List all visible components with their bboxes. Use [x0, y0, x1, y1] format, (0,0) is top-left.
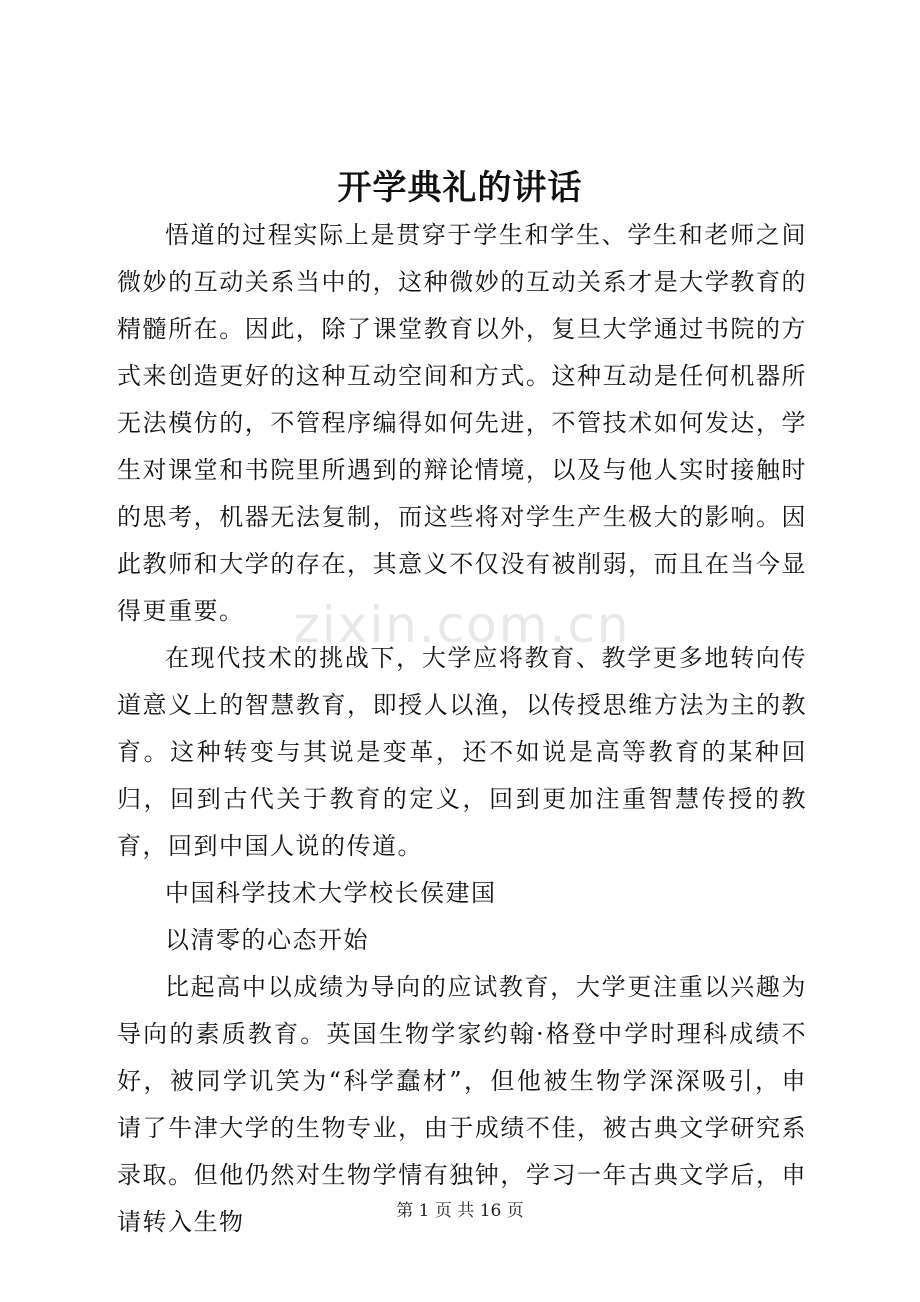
paragraph-2: 在现代技术的挑战下，大学应将教育、教学更多地转向传道意义上的智慧教育，即授人以渔，以传授思维方法为主的教育。这种转变与其说是变革，还不如说是高等教育的某种回归，回到古代关于教育的定义，回到更加注重智慧传授的教育，回到中国人说的传道。	[117, 644, 807, 860]
document-title: 开学典礼的讲话	[337, 168, 583, 208]
paragraph-author: 中国科学技术大学校长侯建国	[165, 879, 497, 907]
paragraph-subheading: 以清零的心态开始	[165, 926, 369, 954]
watermark: zixin.com.cn	[293, 596, 631, 654]
document-body	[117, 212, 807, 1246]
paragraph-1: 悟道的过程实际上是贯穿于学生和学生、学生和老师之间微妙的互动关系当中的，这种微妙的互动关系才是大学教育的精髓所在。因此，除了课堂教育以外，复旦大学通过书院的方式来创造更好的这种互动空间和方式。这种互动是任何机器所无法模仿的，不管程序编得如何先进，不管技术如何发达，学生对课堂和书院里所遇到的辩论情境，以及与他人实时接触时的思考，机器无法复制，而这些将对学生产生极大的影响。因此教师和大学的存在，其意义不仅没有被削弱，而且在当今显得更重要。	[117, 221, 807, 625]
page-footer: 第 1 页 共 16 页	[396, 1201, 524, 1221]
paragraph-5: 比起高中以成绩为导向的应试教育，大学更注重以兴趣为导向的素质教育。英国生物学家约翰·格登中学时理科成绩不好，被同学讥笑为“科学蠢材”，但他被生物学深深吸引，申请了牛津大学的生物专业，由于成绩不佳，被古典文学研究系录取。但他仍然对生物学情有独钟，学习一年古典文学后，申请转入生物	[117, 973, 807, 1236]
